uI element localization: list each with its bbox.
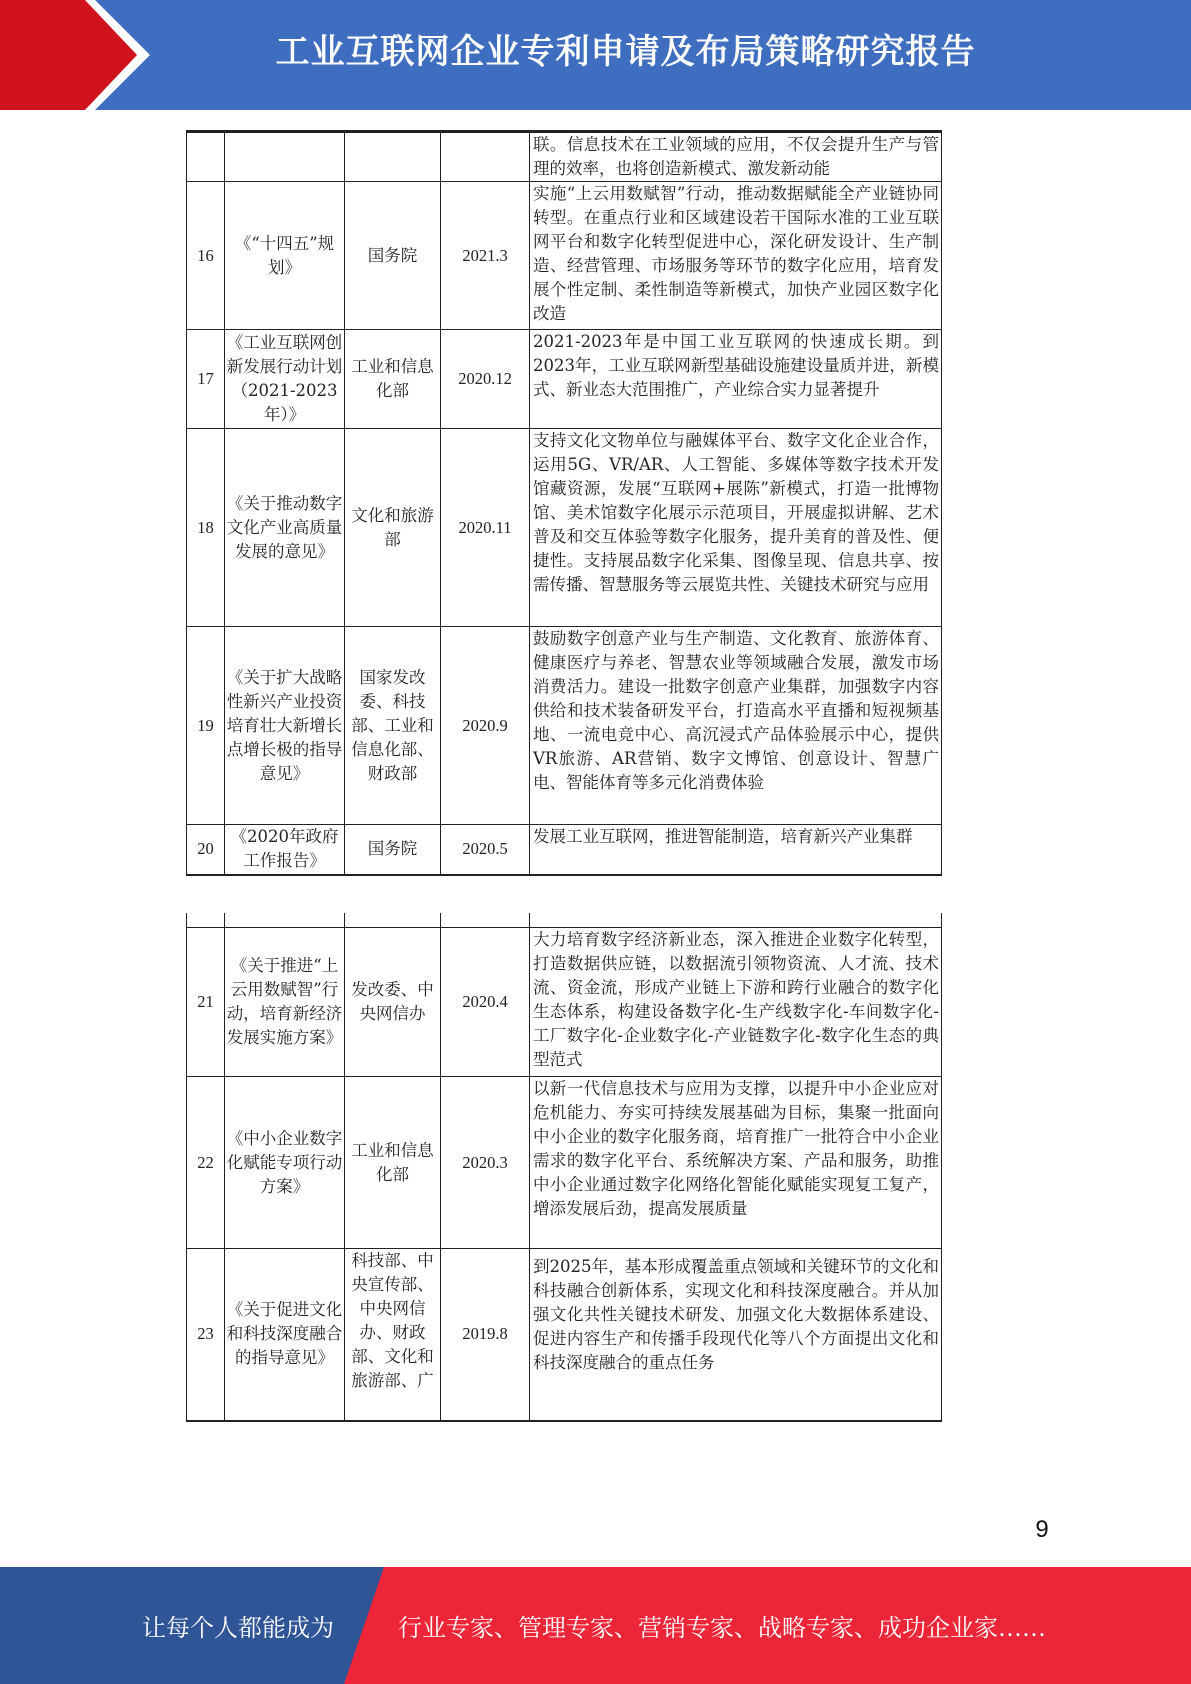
table-row xyxy=(187,1077,942,1249)
table-row xyxy=(187,182,942,330)
table-row xyxy=(187,132,942,182)
policy-name: 《中小企业数字化赋能专项行动方案》 xyxy=(225,1077,345,1249)
issuing-department: 国家发改委、科技部、工业和信息化部、财政部 xyxy=(345,627,441,825)
policy-table-top xyxy=(186,130,942,876)
policy-description: 到2025年，基本形成覆盖重点领域和关键环节的文化和科技融合创新体系，实现文化和科技深度融合。并从加强文化共性关键技术研发、加强文化大数据体系建设、促进内容生产和传播手段现代化等八个方面提出文化和科技深度融合的重点任务 xyxy=(530,1249,942,1421)
table-row xyxy=(187,330,942,429)
policy-description: 大力培育数字经济新业态，深入推进企业数字化转型，打造数据供应链，以数据流引领物资流、人才流、技术流、资金流，形成产业链上下游和跨行业融合的数字化生态体系，构建设备数字化-生产线数字化-车间数字化-工厂数字化-企业数字化-产业链数字化-数字化生态的典型范式 xyxy=(530,928,942,1077)
table-row xyxy=(187,825,942,875)
row-number xyxy=(187,132,225,182)
policy-description: 发展工业互联网，推进智能制造，培育新兴产业集群 xyxy=(530,825,942,875)
row-number: 21 xyxy=(187,928,225,1077)
issuing-department xyxy=(345,132,441,182)
policy-name xyxy=(225,132,345,182)
policy-name: 《关于推进“上云用数赋智”行动，培育新经济发展实施方案》 xyxy=(225,928,345,1077)
row-number: 20 xyxy=(187,825,225,875)
header-arrow-icon xyxy=(0,0,150,110)
row-number: 23 xyxy=(187,1249,225,1421)
table-row xyxy=(187,928,942,1077)
issuing-department: 国务院 xyxy=(345,182,441,330)
table-row xyxy=(187,627,942,825)
policy-table-bottom xyxy=(186,913,942,1422)
policy-name: 《关于扩大战略性新兴产业投资培育壮大新增长点增长极的指导意见》 xyxy=(225,627,345,825)
policy-description: 2021-2023年是中国工业互联网的快速成长期。到2023年，工业互联网新型基础设施建设量质并进，新模式、新业态大范围推广，产业综合实力显著提升 xyxy=(530,330,942,429)
row-number: 22 xyxy=(187,1077,225,1249)
table-row xyxy=(187,1249,942,1421)
issuing-department: 发改委、中央网信办 xyxy=(345,928,441,1077)
issue-date: 2019.8 xyxy=(441,1249,530,1421)
issue-date: 2020.9 xyxy=(441,627,530,825)
policy-description: 鼓励数字创意产业与生产制造、文化教育、旅游体育、健康医疗与养老、智慧农业等领域融合发展，激发市场消费活力。建设一批数字创意产业集群，加强数字内容供给和技术装备研发平台，打造高水平直播和短视频基地、一流电竞中心、高沉浸式产品体验展示中心，提供VR旅游、AR营销、数字文博馆、创意设计、智慧广电、智能体育等多元化消费体验 xyxy=(530,627,942,825)
report-title: 工业互联网企业专利申请及布局策略研究报告 xyxy=(275,32,976,72)
policy-name: 《关于促进文化和科技深度融合的指导意见》 xyxy=(225,1249,345,1421)
page-footer xyxy=(0,1567,1191,1684)
issuing-department: 国务院 xyxy=(345,825,441,875)
issue-date: 2020.12 xyxy=(441,330,530,429)
policy-name: 《关于推动数字文化产业高质量发展的意见》 xyxy=(225,429,345,627)
policy-description: 以新一代信息技术与应用为支撑，以提升中小企业应对危机能力、夯实可持续发展基础为目标，集聚一批面向中小企业的数字化服务商，培育推广一批符合中小企业需求的数字化平台、系统解决方案、产品和服务，助推中小企业通过数字化网络化智能化赋能实现复工复产，增添发展后劲，提高发展质量 xyxy=(530,1077,942,1249)
row-number: 16 xyxy=(187,182,225,330)
issue-date: 2021.3 xyxy=(441,182,530,330)
row-number: 17 xyxy=(187,330,225,429)
footer-slogan-right: 行业专家、管理专家、营销专家、战略专家、成功企业家…… xyxy=(398,1614,1046,1642)
issue-date: 2020.11 xyxy=(441,429,530,627)
row-number: 19 xyxy=(187,627,225,825)
issuing-department: 工业和信息化部 xyxy=(345,1077,441,1249)
issue-date xyxy=(441,132,530,182)
issue-date: 2020.4 xyxy=(441,928,530,1077)
footer-slogan-left: 让每个人都能成为 xyxy=(142,1614,334,1642)
issue-date: 2020.3 xyxy=(441,1077,530,1249)
issuing-department: 工业和信息化部 xyxy=(345,330,441,429)
table-row-cut xyxy=(187,913,942,928)
issuing-department: 科技部、中央宣传部、中央网信办、财政部、文化和旅游部、广 xyxy=(345,1249,441,1421)
policy-name: 《2020年政府工作报告》 xyxy=(225,825,345,875)
policy-name: 《“十四五”规划》 xyxy=(225,182,345,330)
table-row xyxy=(187,429,942,627)
policy-description: 实施“上云用数赋智”行动，推动数据赋能全产业链协同转型。在重点行业和区域建设若干国际水准的工业互联网平台和数字化转型促进中心，深化研发设计、生产制造、经营管理、市场服务等环节的数字化应用，培育发展个性定制、柔性制造等新模式，加快产业园区数字化改造 xyxy=(530,182,942,330)
policy-description: 支持文化文物单位与融媒体平台、数字文化企业合作，运用5G、VR/AR、人工智能、多媒体等数字技术开发馆藏资源，发展“互联网+展陈”新模式，打造一批博物馆、美术馆数字化展示示范项目，开展虚拟讲解、艺术普及和交互体验等数字化服务，提升美育的普及性、便捷性。支持展品数字化采集、图像呈现、信息共享、按需传播、智慧服务等云展览共性、关键技术研究与应用 xyxy=(530,429,942,627)
issue-date: 2020.5 xyxy=(441,825,530,875)
policy-description: 联。信息技术在工业领域的应用，不仅会提升生产与管理的效率，也将创造新模式、激发新动能 xyxy=(530,132,942,182)
page-header xyxy=(0,0,1191,110)
issuing-department: 文化和旅游部 xyxy=(345,429,441,627)
policy-name: 《工业互联网创新发展行动计划（2021-2023年）》 xyxy=(225,330,345,429)
row-number: 18 xyxy=(187,429,225,627)
page-number: 9 xyxy=(1035,1516,1049,1543)
